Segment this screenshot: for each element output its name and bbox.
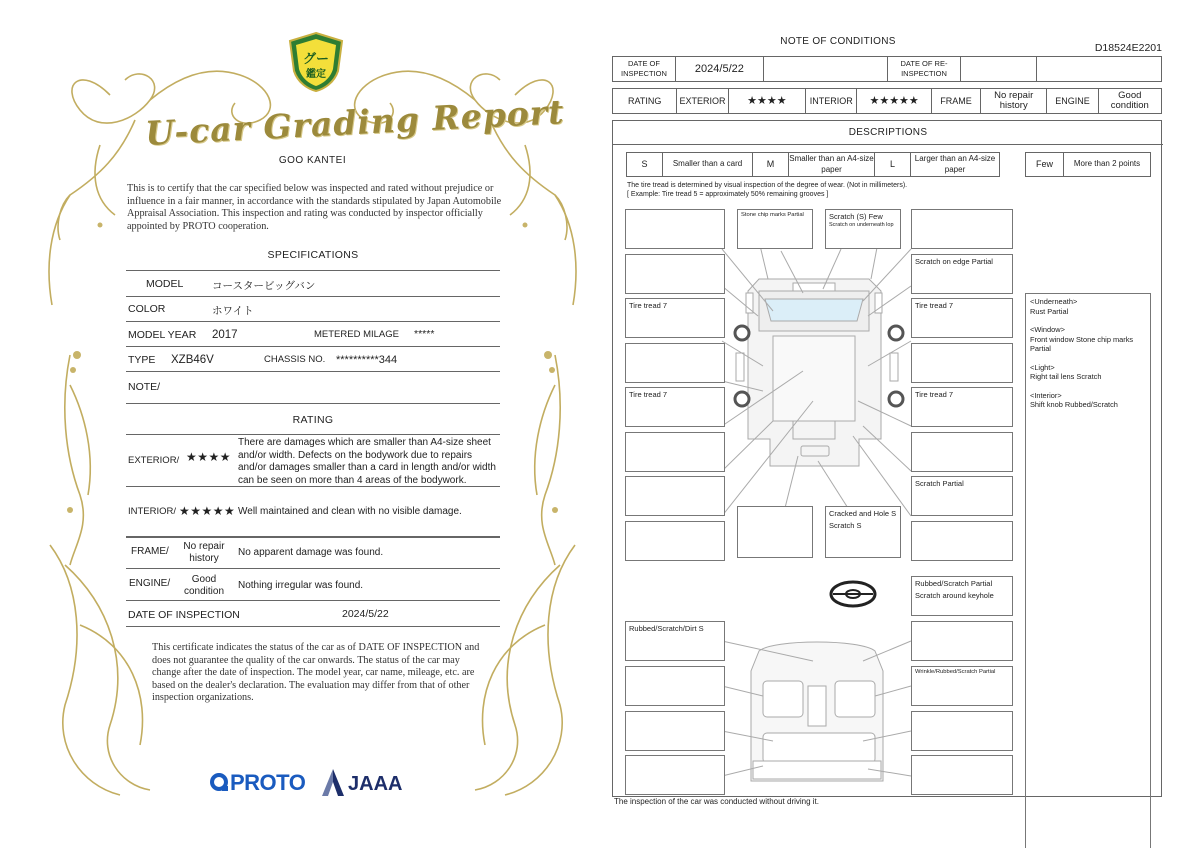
note-box-tire-rear-left [625, 387, 725, 427]
tire-rear-right-text: Tire tread 7 [915, 390, 954, 399]
wrinkle-text: Wrinkle/Rubbed/Scratch Partial [915, 669, 996, 675]
date-inspection-value: 2024/5/22 [675, 57, 763, 82]
remark-text: Front window Stone chip marks Partial [1030, 334, 1134, 353]
note-box-tire-rear-right [911, 387, 1013, 427]
scratch-underneath-text: Scratch on underneath lop [829, 222, 894, 228]
remarks-panel [1025, 293, 1151, 848]
note-box-scratch-partial [911, 476, 1013, 516]
interior-stars: ★★★★★ [179, 504, 236, 518]
note-box [911, 711, 1013, 751]
legend-s: S [627, 153, 663, 177]
exterior-stars: ★★★★ [186, 450, 232, 464]
note-box [625, 476, 725, 516]
mileage-value: ***** [414, 328, 435, 340]
note-label: NOTE/ [128, 381, 161, 393]
model-year-value: 2017 [212, 329, 238, 341]
remark-text: Right tail lens Scratch [1030, 372, 1102, 381]
model-year-row [126, 322, 500, 347]
note-box [625, 254, 725, 294]
note-box [625, 711, 725, 751]
proto-logo-text: PROTO [230, 770, 306, 795]
blank-cell [763, 57, 887, 82]
color-value: ホワイト [212, 305, 254, 317]
scratch-s-text: Scratch S [829, 521, 862, 530]
cracked-hole-text: Cracked and Hole S [829, 509, 897, 518]
stone-chip-text: Stone chip marks Partial [741, 212, 804, 218]
blank-cell [1037, 57, 1162, 82]
descriptions-heading: DESCRIPTIONS [613, 121, 1163, 145]
date-row [126, 601, 500, 627]
grading-certificate [40, 25, 585, 825]
scratch-edge-text: Scratch on edge Partial [915, 257, 993, 266]
model-row [126, 272, 500, 297]
certificate-disclaimer: This certificate indicates the status of the car as of DATE OF INSPECTION and does not guarantee the quality of the car onwards. The status of the car may change after the date of inspection. The model year, car name, mileage, etc. are based on the dealer's declaration. The evaluation may differ from that of other inspection organizations. [152, 642, 480, 704]
rubbed-scratch-text: Rubbed/Scratch Partial [915, 579, 993, 588]
note-box-rubbed-dirt [625, 621, 725, 661]
note-box-wrinkle [911, 666, 1013, 706]
exterior-description: There are damages which are smaller than A4-size sheet and/or width. Defects on the bodywork due to repairs and/or damages smaller than a card in length and/or width can be seen on more than 4 areas of the bodywork. [238, 437, 496, 486]
chassis-label: CHASSIS NO. [264, 354, 326, 365]
engine-label: ENGINE [1047, 89, 1098, 114]
type-label: TYPE [128, 354, 156, 366]
proto-mark-icon [210, 771, 230, 793]
note-box-scratch-edge [911, 254, 1013, 294]
legend-m: M [753, 153, 789, 177]
frame-description: No apparent damage was found. [238, 547, 384, 558]
note-box-scratch-few [825, 209, 901, 249]
frame-value: No repair history [981, 89, 1047, 114]
legend-s-desc: Smaller than a card [663, 153, 753, 177]
rating-heading: RATING [292, 414, 334, 426]
scratch-partial-text: Scratch Partial [915, 479, 964, 488]
note-box [911, 621, 1013, 661]
exterior-label: EXTERIOR [677, 89, 728, 114]
note-box [625, 343, 725, 383]
jaaa-logo-text: JAAA [348, 773, 403, 795]
remark-heading: <Light> [1030, 362, 1055, 372]
date-value: 2024/5/22 [342, 608, 389, 620]
note-box-stone-chip [737, 209, 813, 249]
date-inspection-label: DATE OF INSPECTION [613, 57, 676, 82]
note-row [126, 372, 500, 404]
tire-front-right-text: Tire tread 7 [915, 301, 954, 310]
tire-rear-left-text: Tire tread 7 [629, 390, 668, 399]
note-box [625, 209, 725, 249]
divider [126, 270, 500, 271]
legend-few-desc: More than 2 points [1064, 153, 1151, 177]
interior-label: INTERIOR [806, 89, 857, 114]
rating-label: RATING [613, 89, 677, 114]
jaaa-logo [320, 768, 420, 798]
remark-heading: <Window> [1030, 325, 1065, 334]
inspection-dates-table [612, 56, 1162, 82]
note-box-rubbed-scratch [911, 576, 1013, 616]
date-reinspection-value [961, 57, 1037, 82]
note-title: NOTE OF CONDITIONS [780, 36, 896, 47]
frame-label: FRAME/ [131, 546, 169, 557]
remark-heading: <Underneath> [1030, 297, 1078, 306]
scratch-keyhole-text: Scratch around keyhole [915, 591, 994, 600]
type-row [126, 347, 500, 372]
svg-text:グー: グー [302, 52, 330, 67]
report-subtitle: GOO KANTEI [278, 155, 347, 166]
note-box-tire-front-left [625, 298, 725, 338]
chassis-value: **********344 [336, 354, 398, 366]
tire-tread-note-line1: The tire tread is determined by visual inspection of the degree of wear. (Not in millimeters). [627, 182, 908, 189]
note-box [625, 432, 725, 472]
remark-text: Shift knob Rubbed/Scratch [1030, 400, 1118, 409]
logos [210, 768, 430, 802]
exterior-stars: ★★★★ [728, 89, 806, 114]
remark-light [1030, 363, 1146, 382]
interior-label: INTERIOR/ [128, 506, 177, 517]
note-box [625, 666, 725, 706]
engine-value: Good condition [183, 574, 225, 597]
model-value: コースタービッグバン [212, 280, 316, 292]
legend-few: Few [1026, 153, 1064, 177]
date-reinspection-label: DATE OF RE-INSPECTION [887, 57, 961, 82]
legend-l-desc: Larger than an A4-size paper [911, 153, 1000, 177]
note-box-tire-front-right [911, 298, 1013, 338]
ratings-table [612, 88, 1162, 114]
engine-value: Good condition [1098, 89, 1161, 114]
certification-statement: This is to certify that the car specified below was inspected and rated without prejudice or influence in a fair manner, in accordance with the standards stipulated by Japan Automobile Appraisal Association. This inspection and rating was conducted by inspector officially appointed by PROTO cooperation. [127, 183, 502, 232]
proto-logo [210, 770, 305, 796]
tire-front-left-text: Tire tread 7 [629, 301, 668, 310]
svg-text:鑑定: 鑑定 [306, 69, 326, 80]
report-title: U-car Grading Report [144, 92, 566, 153]
inspection-footer-note: The inspection of the car was conducted without driving it. [614, 797, 819, 806]
remark-underneath [1030, 297, 1146, 316]
remark-window [1030, 325, 1146, 354]
note-box-cracked-hole [825, 506, 901, 558]
color-label: COLOR [128, 303, 166, 315]
note-of-conditions [612, 36, 1164, 816]
document-id: D18524E2201 [1094, 42, 1162, 54]
exterior-label: EXTERIOR/ [128, 455, 180, 466]
remark-text: Rust Partial [1030, 306, 1069, 316]
size-legend [626, 152, 1000, 177]
engine-description: Nothing irregular was found. [238, 580, 364, 591]
specifications-heading: SPECIFICATIONS [267, 249, 359, 261]
note-box [625, 755, 725, 795]
note-box [625, 521, 725, 561]
scratch-few-text: Scratch (S) Few [829, 212, 883, 221]
model-year-label: MODEL YEAR [128, 329, 197, 341]
interior-stars: ★★★★★ [857, 89, 932, 114]
frame-value: No repair history [183, 541, 225, 564]
few-legend [1025, 152, 1151, 177]
jaaa-mark-icon [320, 768, 346, 798]
legend-m-desc: Smaller than an A4-size paper [789, 153, 875, 177]
note-box [911, 521, 1013, 561]
note-box [911, 755, 1013, 795]
descriptions-panel [612, 120, 1162, 797]
model-label: MODEL [146, 278, 184, 290]
note-box [911, 209, 1013, 249]
legend-l: L [875, 153, 911, 177]
goo-kantei-badge [286, 31, 346, 93]
frame-label: FRAME [931, 89, 980, 114]
type-value: XZB46V [171, 354, 214, 366]
note-box [737, 506, 813, 558]
color-row [126, 297, 500, 322]
tire-tread-note-line2: [ Example: Tire tread 5 = approximately 50% remaining grooves ] [627, 191, 829, 198]
rubbed-dirt-text: Rubbed/Scratch/Dirt S [629, 624, 704, 633]
interior-description: Well maintained and clean with no visible damage. [238, 506, 462, 517]
tire-tread-note [627, 181, 907, 199]
mileage-label: METERED MILAGE [314, 329, 399, 340]
remark-heading: <Interior> [1030, 390, 1062, 400]
note-box [911, 432, 1013, 472]
date-label: DATE OF INSPECTION [128, 609, 240, 621]
remark-interior [1030, 391, 1146, 410]
note-box [911, 343, 1013, 383]
engine-label: ENGINE/ [129, 578, 171, 589]
